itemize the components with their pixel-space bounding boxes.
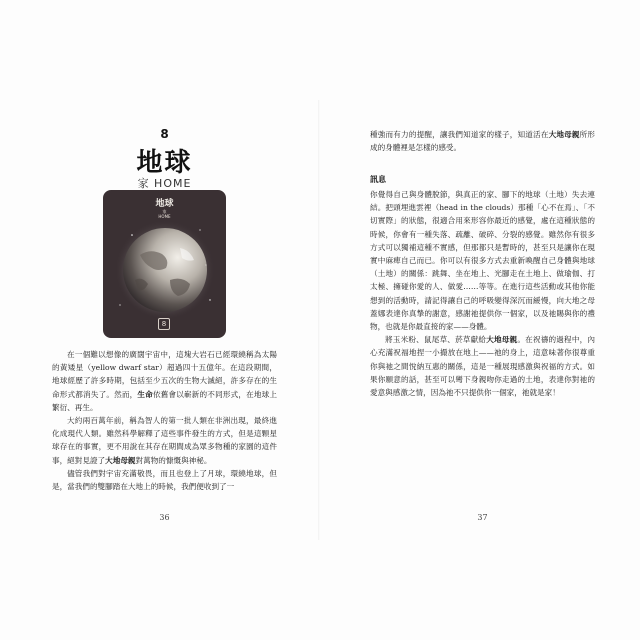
card-title: 地球 <box>155 199 174 209</box>
message-heading: 訊息 <box>370 175 386 184</box>
earth-planet-illustration <box>110 210 220 320</box>
right-page <box>370 0 595 640</box>
message-body-text <box>370 188 595 399</box>
left-page <box>52 0 277 640</box>
chapter-number: 8 <box>160 127 169 141</box>
paragraph: 將玉米粉、鼠尾草、菸草獻給大地母親。在祝禱的過程中，內心充滿祝福地捏一小撮放在地上——祂的身上，這意味著你很尊重你與祂之間悅納互惠的關係，這是一種展現感激與祝福的方式。如果你願意的話，甚至可以彎下身親吻你走過的土地，表達你對祂的愛意與感激之情，因為祂不只提供你一個家，祂就是家！ <box>370 335 596 398</box>
page-number-right: 37 <box>477 513 488 522</box>
card-number-badge: 8 <box>158 318 170 330</box>
paragraph: 種強而有力的提醒，讓我們知道家的樣子，知道活在大地母親所形成的身體裡是怎樣的感受。 <box>370 130 596 153</box>
paragraph: 你覺得自己與身體脫節，與真正的家、腳下的地球（土地）失去連結。把頭埋進雲裡（head in the clouds）那種「心不在焉」、「不切實際」的狀態，很適合用來形容你最近的感覺，處在這種狀態的時候，你會有一種失落、疏離、破碎、分裂的感覺。雖然你有很多方式可以獨補這種不實感，但那都只是暫時的，甚至只是讓你在現實中麻痺自己而已。你可以有很多方式去重新喚醒自己身體與地球（土地）的關係：跳舞、坐在地上、光腳走在土地上、做瑜伽、打太極、擁碰你愛的人、做愛……等等。在進行這些活動或其他你能想到的活動時，請記得讓自己的呼吸變得深沉而緩慢，向大地之母蓋娜表達你真摯的謝意，感謝祂提供你一個家，以及祂賜與你的禮物，也就是你最直接的家——身體。 <box>370 190 595 332</box>
card-subtitle-en: HOME <box>158 214 171 219</box>
card-subtitle-cn: 家 <box>162 209 167 214</box>
card-subtitle <box>103 209 226 219</box>
paragraph: 儘管我們對宇宙充滿敬畏，而且也登上了月球，環繞地球，但是，當我們的雙腳踏在大地上的時候，我們便收到了一 <box>52 468 277 492</box>
page-number-left: 36 <box>159 513 170 522</box>
chapter-subtitle: 家 HOME <box>137 177 192 190</box>
oracle-card-image <box>103 190 226 338</box>
paragraph: 大約兩百萬年前，稱為智人的第一批人類在非洲出現，最終進化成現代人類。雖然科學解釋了這些事件發生的方式，但是這顆星球存在的事實，更不用說在其存在期間成為眾多物種的家園的這件事，絕對見證了大地母親對萬物的慷慨與神秘。 <box>52 416 277 465</box>
chapter-title: 地球 <box>136 148 193 178</box>
paragraph: 在一個難以想像的廣闊宇宙中，這塊大岩石已經環繞稱為太陽的黃矮星（yellow dwarf star）超過四十五億年。在這段期間，地球經歷了許多時期，包括至少五次的生物大滅絕，許多存在的生命形式都消失了。然而，生命依舊會以嶄新的不同形式，在地球上繁衍、再生。 <box>52 350 278 412</box>
left-body-text <box>52 348 277 493</box>
book-gutter <box>318 100 320 540</box>
right-continuation-text <box>370 128 595 154</box>
